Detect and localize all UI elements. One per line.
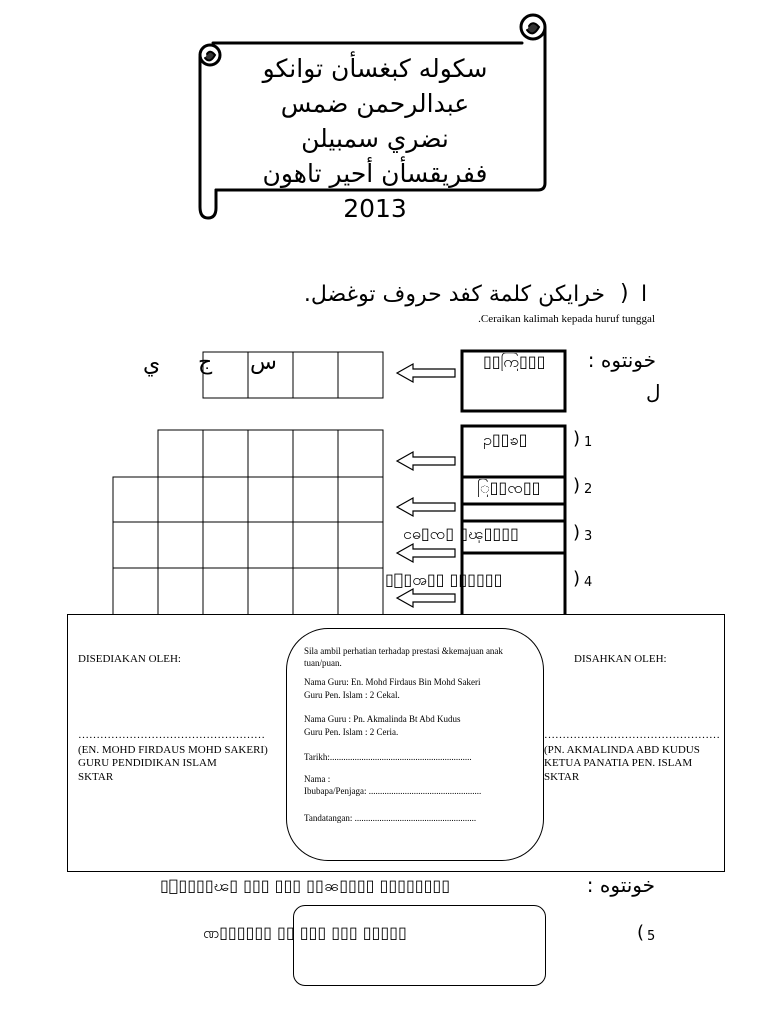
item-number: 5 — [647, 929, 656, 944]
letter-cell — [293, 477, 338, 522]
letter-cell — [338, 430, 383, 477]
letter-cell — [293, 522, 338, 568]
question-instruction: خرايكن كلمة كفد حروف توغضل. — [303, 282, 605, 307]
item-number: 3 — [584, 529, 593, 544]
item-number: 2 — [584, 482, 593, 497]
approved-by-name: (PN. AKMALINDA ABD KUDUS — [544, 744, 700, 756]
letter-grid — [113, 352, 383, 615]
parent-notice-box — [286, 628, 544, 861]
letter-cell — [248, 522, 293, 568]
prepared-by-name: (EN. MOHD FIRDAUS MOHD SAKERI) — [78, 744, 268, 756]
notice-parent-name-field: Nama : — [304, 774, 331, 784]
item-bracket: ) — [573, 568, 581, 589]
item-word: ငဓ▯ၸ▯ ▯ၾ▯▯▯▯ — [403, 525, 519, 543]
letter-cell — [248, 430, 293, 477]
item5-sentence: ဏ▯▯▯▯▯▯ ▯▯ ▯▯▯ ▯▯▯ ▯▯▯▯▯ — [203, 924, 407, 942]
notice-teacher-1: Nama Guru: En. Mohd Firdaus Bin Mohd Sakeri — [304, 677, 481, 687]
question-bracket: ) — [620, 281, 629, 306]
letter-cell — [113, 477, 158, 522]
letter-cell — [203, 430, 248, 477]
prepared-by-role: GURU PENDIDIKAN ISLAM — [78, 757, 217, 769]
question-translation: .Ceraikan kalimah kepada huruf tunggal — [478, 313, 655, 325]
example-letter: س — [250, 350, 277, 375]
exam-title: ففريقسأن أحير تاهون — [262, 159, 488, 188]
example-word-end: ل — [646, 380, 661, 404]
approved-by-role: KETUA PANATIA PEN. ISLAM — [544, 757, 693, 769]
letter-cell — [293, 568, 338, 615]
notice-intro: Sila ambil perhatian terhadap prestasi &kemajuan anak tuan/puan. — [304, 646, 503, 668]
example2-sentence: ▯ြ▯▯▯▯ၽ▯ ▯▯▯ ▯▯▯ ▯▯ၼ▯▯▯▯ ▯▯▯▯▯▯▯▯ — [160, 877, 450, 895]
example-letter: ج — [198, 350, 213, 375]
example-word: ▯▯ကြ▯▯▯ — [483, 353, 546, 371]
left-arrow-icon — [397, 544, 455, 562]
letter-cell — [158, 568, 203, 615]
question-number: ا — [641, 282, 648, 307]
prepared-by-school: SKTAR — [78, 771, 114, 783]
item-number: 4 — [584, 575, 593, 590]
item-bracket: ( — [637, 922, 645, 943]
item-bracket: ) — [573, 475, 581, 496]
letter-cell — [113, 568, 158, 615]
letter-cell — [338, 522, 383, 568]
letter-cell — [203, 568, 248, 615]
left-arrow-icon — [397, 589, 455, 607]
item-number: 1 — [584, 435, 593, 450]
item-word: ▯ြ▯ၻ▯▯ ▯▯▯▯▯▯ — [385, 571, 503, 589]
item5-answer-box — [293, 905, 546, 986]
letter-cell — [338, 477, 383, 522]
notice-teacher-2: Nama Guru : Pn. Akmalinda Bt Abd Kudus — [304, 714, 461, 724]
example-label: خونتوه : — [587, 348, 656, 372]
left-arrow-icon — [397, 452, 455, 470]
notice-parent-role-field: Ibubapa/Penjaga: .................................................. — [304, 786, 482, 796]
example-letter: ي — [143, 352, 161, 377]
exam-year: 2013 — [343, 194, 407, 223]
notice-class-2: Guru Pen. Islam : 2 Ceria. — [304, 727, 399, 737]
notice-signature-field: Tandatangan: ...................................................... — [304, 813, 477, 823]
left-arrow-icon — [397, 498, 455, 516]
prepared-signature-line: …………………………………………… — [78, 729, 265, 741]
signature-panel — [67, 614, 725, 872]
notice-class-1: Guru Pen. Islam : 2 Cekal. — [304, 690, 400, 700]
title-banner — [205, 51, 545, 226]
letter-cell — [338, 568, 383, 615]
prepared-by-heading: DISEDIAKAN OLEH: — [78, 653, 181, 665]
example-letter-cell — [293, 352, 338, 398]
school-state: نضري سمبيلن — [301, 124, 449, 153]
letter-cell — [203, 477, 248, 522]
approved-by-school: SKTAR — [544, 771, 580, 783]
letter-cell — [203, 522, 248, 568]
item-bracket: ) — [573, 522, 581, 543]
school-name-line2: عبدالرحمن ضمس — [280, 89, 470, 118]
letter-cell — [248, 477, 293, 522]
letter-cell — [113, 522, 158, 568]
answer-box-column — [462, 426, 565, 621]
left-arrow-icon — [397, 364, 455, 382]
item-bracket: ) — [573, 428, 581, 449]
example2-label: خونتوه : — [586, 873, 655, 897]
approved-by-heading: DISAHKAN OLEH: — [574, 653, 667, 665]
item-word: ြ▯▯ၸ▯▯ — [477, 479, 541, 497]
letter-cell — [248, 568, 293, 615]
letter-cell — [293, 430, 338, 477]
letter-cell — [158, 430, 203, 477]
letter-cell — [158, 477, 203, 522]
example-letter-cell — [338, 352, 383, 398]
item-word: ဥ▯▯ၶ▯ — [483, 431, 528, 449]
approved-signature-line: ………………………………………… — [544, 729, 720, 741]
letter-cell — [158, 522, 203, 568]
school-name: سكوله كبغسأن توانكو — [262, 54, 488, 83]
notice-date-field: Tarikh:............................................................... — [304, 752, 472, 762]
